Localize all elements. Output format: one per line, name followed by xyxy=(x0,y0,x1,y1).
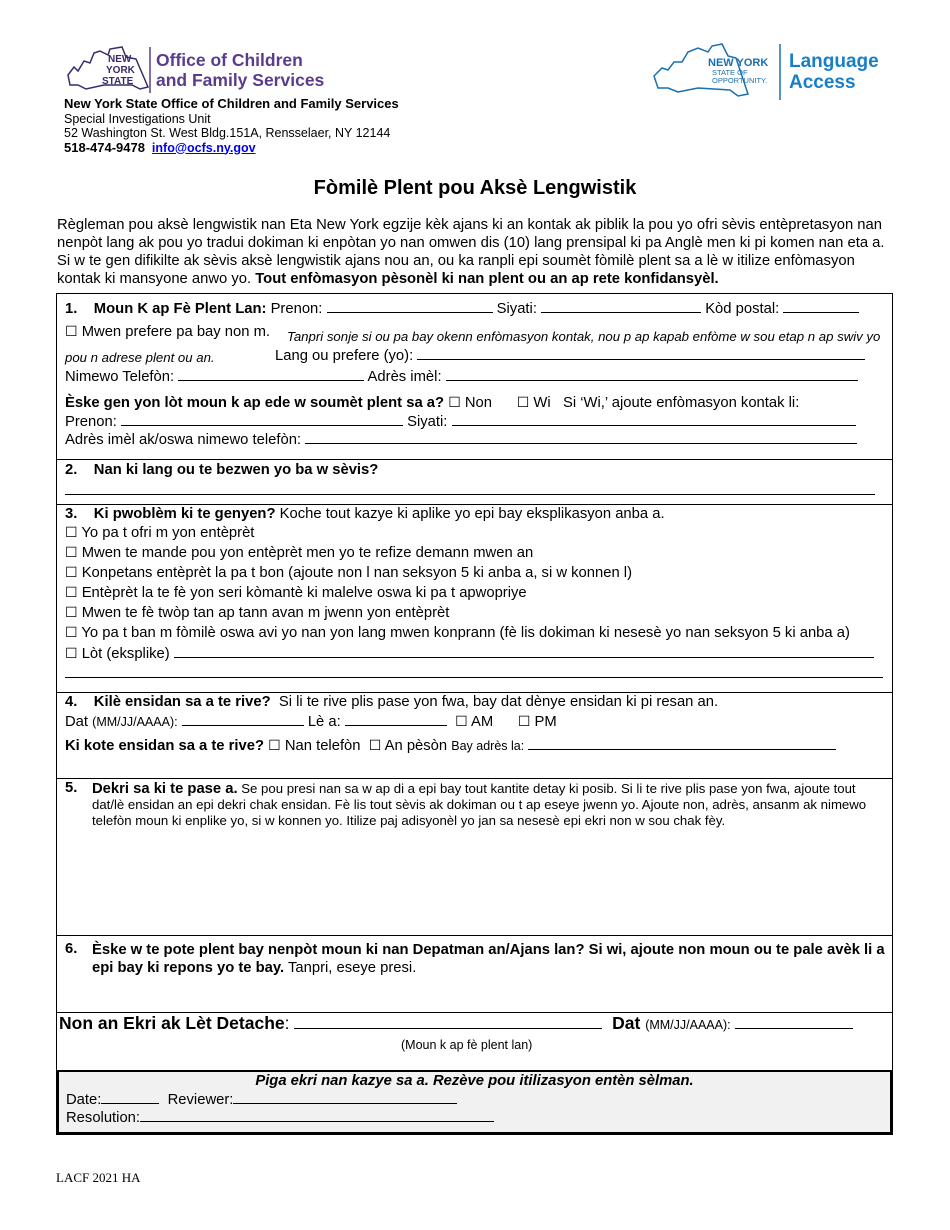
svg-text:NEW YORK: NEW YORK xyxy=(708,57,769,69)
issue-checkbox-4[interactable]: ☐ xyxy=(65,585,78,601)
first-name-field[interactable] xyxy=(327,300,493,313)
phone-label: Nimewo Telefòn: xyxy=(65,369,175,385)
language-needed-field[interactable] xyxy=(65,482,875,495)
resolution-row xyxy=(66,1109,494,1126)
helper-yes-label: Wi xyxy=(533,395,551,411)
la-line2: Access xyxy=(789,72,856,93)
svg-text:YORK: YORK xyxy=(106,65,135,76)
section-6-body xyxy=(92,941,892,977)
issue-option-2 xyxy=(65,545,533,561)
other-explain-field[interactable] xyxy=(174,645,874,658)
s6-num: 6. xyxy=(65,941,78,957)
printed-name-row: Non an Ekri ak Lèt Detache: Dat (MM/JJ/AAAA): xyxy=(59,1013,853,1034)
last-name-label: Siyati: xyxy=(496,301,537,317)
helper-contact-field[interactable] xyxy=(305,431,857,444)
email-label: Adrès imèl: xyxy=(367,369,442,385)
am-label: AM xyxy=(470,714,494,730)
issue-checkbox-2[interactable]: ☐ xyxy=(65,545,78,561)
am-checkbox[interactable]: ☐ xyxy=(455,714,468,730)
email-link[interactable]: info@ocfs.ny.gov xyxy=(151,140,256,155)
incident-date-field[interactable] xyxy=(182,713,304,726)
ocfs-logo-line2: and Family Services xyxy=(156,70,325,90)
issue-option-other xyxy=(65,645,874,662)
issue-label-1: Yo pa t ofri m yon entèprèt xyxy=(81,525,255,541)
divider-5 xyxy=(57,935,892,936)
phone-option-label: Nan telefòn xyxy=(284,738,361,754)
section-5-num xyxy=(65,780,77,796)
issue-checkbox-3[interactable]: ☐ xyxy=(65,565,78,581)
org-name: New York State Office of Children and Family Services xyxy=(64,96,399,111)
zip-field[interactable] xyxy=(783,300,859,313)
reviewer-label: Reviewer: xyxy=(167,1092,234,1108)
first-name-label: Prenon: xyxy=(270,301,323,317)
s5-title: Dekri sa ki te pase a. xyxy=(92,781,238,797)
s1-title: Moun K ap Fè Plent Lan: xyxy=(93,301,267,317)
s2-title: Nan ki lang ou te bezwen yo ba w sèvis? xyxy=(93,462,379,478)
intro-paragraph xyxy=(57,216,897,288)
helper-first-field[interactable] xyxy=(121,413,403,426)
s4-note: Si li te rive plis pase yon fwa, bay dat dènye ensidan ki pi resan an. xyxy=(278,694,719,710)
language-access-text xyxy=(789,51,879,93)
s6-note: Tanpri, eseye presi. xyxy=(288,960,417,976)
date-label: Dat xyxy=(65,714,89,730)
anonymous-checkbox[interactable]: ☐ xyxy=(65,324,78,340)
printed-name-label: Non an Ekri ak Lèt Detache xyxy=(59,1013,285,1033)
date-time-row xyxy=(65,713,557,730)
address-block xyxy=(64,97,399,155)
issue-option-3 xyxy=(65,565,632,581)
anonymous-label: Mwen prefere pa bay non m. xyxy=(81,324,271,340)
issue-label-6: Yo pa t ban m fòmilè oswa avi yo nan yon lang mwen konprann (fè lis dokiman ki nesesè yo nan seksyon 5 ki anba a) xyxy=(81,625,850,641)
helper-row xyxy=(65,395,799,411)
where-question: Ki kote ensidan sa a te rive? xyxy=(65,738,265,754)
section-5-body xyxy=(92,781,882,829)
address-label: Bay adrès la: xyxy=(451,739,525,753)
issue-checkbox-other[interactable]: ☐ xyxy=(65,646,78,662)
s4-num: 4. xyxy=(65,694,78,710)
helper-no-label: Non xyxy=(464,395,493,411)
issue-option-6 xyxy=(65,625,850,641)
resolution-field[interactable] xyxy=(140,1109,494,1122)
unit-name: Special Investigations Unit xyxy=(64,111,211,126)
divider-2 xyxy=(57,504,892,505)
issue-label-3: Konpetans entèprèt la pa t bon (ajoute non l nan seksyon 5 ki anba a, si w konnen l) xyxy=(81,565,633,581)
issue-checkbox-5[interactable]: ☐ xyxy=(65,605,78,621)
issue-label-other: Lòt (eksplike) xyxy=(81,646,170,662)
s5-text: Se pou presi nan sa w ap di a epi bay tout kantite detay ki posib. Si li te rive plis pase yon fwa, ajoute tout dat/lè ensidan an epi dekri chak ensidan. Fè lis tout sèvis ak dokiman ou t ap eseye jwenn yo. Ajoute non, adrès, ansanm ak nimewo telefòn moun ki enplike yo, si w konnen yo. Itilize paj adisyonèl yo jan sa nesesè epi ekri non w sou chak fèy. xyxy=(92,781,867,828)
phone-field[interactable] xyxy=(178,368,364,381)
helper-contact-row xyxy=(65,431,857,448)
printed-name-caption: (Moun k ap fè plent lan) xyxy=(401,1038,533,1052)
s3-note: Koche tout kazye ki aplike yo epi bay eksplikasyon anba a. xyxy=(279,506,665,522)
divider-4 xyxy=(57,778,892,779)
svg-text:NEW: NEW xyxy=(108,54,132,65)
helper-contact-label: Adrès imèl ak/oswa nimewo telefòn: xyxy=(65,432,302,448)
intro-bold: Tout enfòmasyon pèsonèl ki nan plent ou an ap rete konfidansyèl. xyxy=(255,271,719,287)
sign-date-format: (MM/JJ/AAAA): xyxy=(645,1018,731,1032)
section-1-row1 xyxy=(65,300,859,317)
issue-label-5: Mwen te fè twòp tan ap tann avan m jwenn yon entèprèt xyxy=(81,605,450,621)
helper-first-label: Prenon: xyxy=(65,414,117,430)
s3-title: Ki pwoblèm ki te genyen? xyxy=(93,506,276,522)
svg-text:STATE OF: STATE OF xyxy=(712,68,748,77)
helper-last-field[interactable] xyxy=(452,413,856,426)
s1-num: 1. xyxy=(65,301,78,317)
lang-label: Lang ou prefere (yo): xyxy=(275,348,414,364)
office-date-row xyxy=(66,1091,457,1108)
anonymous-note: Tanpri sonje si ou pa bay okenn enfòmasyon kontak, nou p ap kapab enfòme w sou etap n ap swiv yo pou n adrese plent ou an. xyxy=(65,329,881,365)
la-line1: Language xyxy=(789,51,879,72)
time-label: Lè a: xyxy=(307,714,341,730)
lang-field[interactable] xyxy=(417,347,865,360)
ocfs-logo-line1: Office of Children xyxy=(156,50,303,70)
s5-num: 5. xyxy=(65,780,78,796)
helper-last-label: Siyati: xyxy=(407,414,448,430)
date-format: (MM/JJ/AAAA): xyxy=(92,715,178,729)
section-4-row xyxy=(65,694,718,710)
zip-label: Kòd postal: xyxy=(705,301,780,317)
incident-time-field[interactable] xyxy=(345,713,447,726)
resolution-label: Resolution: xyxy=(66,1110,141,1126)
form-title: Fòmilè Plent pou Aksè Lengwistik xyxy=(313,177,637,199)
office-date-field[interactable] xyxy=(101,1091,159,1104)
in-person-label: An pèsòn xyxy=(384,738,448,754)
phone-number: 518-474-9478 xyxy=(64,139,145,155)
intro-text: Règleman pou aksè lengwistik nan Eta New York egzije kèk ajans ki an kontak ak piblik la pou yo ofri sèvis entèpretasyon nan nenpòt lang ak pou yo tradui dokiman ki enpòtan yo nan omwen dis (10) lang prensipal ki pa Anglè men ki pi komen nan eta a. Si w te gen difikilte ak sèvis aksè lengwistik ajans nou an, ou ka ranpli epi soumèt fòmilè plent sa a lè w itilize enfòmasyon kontak ki mansyone anwo yo. xyxy=(57,217,885,287)
divider-3 xyxy=(57,692,892,693)
in-person-checkbox[interactable]: ☐ xyxy=(368,738,382,754)
complaint-form xyxy=(56,293,893,1135)
email-field[interactable] xyxy=(446,368,858,381)
svg-text:OPPORTUNITY.: OPPORTUNITY. xyxy=(712,76,768,85)
s2-num: 2. xyxy=(65,462,78,478)
phone-checkbox[interactable]: ☐ xyxy=(268,738,281,754)
printed-name-field[interactable] xyxy=(294,1016,602,1029)
office-use-title: Piga ekri nan kazye sa a. Rezève pou itilizasyon entèn sèlman. xyxy=(255,1073,694,1089)
last-name-field[interactable] xyxy=(541,300,701,313)
prior-complaint-area[interactable] xyxy=(65,980,885,1010)
language-needed-row xyxy=(65,482,875,499)
issue-label-4: Entèprèt la te fè yon seri kòmantè ki malelve oswa ki pa t apwopriye xyxy=(81,585,527,601)
issue-option-4 xyxy=(65,585,527,601)
description-area[interactable] xyxy=(65,834,885,934)
issue-checkbox-6[interactable]: ☐ xyxy=(65,625,78,641)
incident-address-field[interactable] xyxy=(528,737,836,750)
office-use-box xyxy=(57,1070,892,1134)
office-date-label: Date: xyxy=(66,1092,102,1108)
phone-email-row xyxy=(65,368,858,385)
helper-yes-note: Si ‘Wi,’ ajoute enfòmasyon kontak li: xyxy=(563,395,800,411)
issue-option-5 xyxy=(65,605,449,621)
form-code: LACF 2021 HA xyxy=(56,1170,141,1185)
sign-date-label: Dat xyxy=(612,1013,641,1033)
helper-question: Èske gen yon lòt moun k ap ede w soumèt plent sa a? xyxy=(65,395,445,411)
street-address: 52 Washington St. West Bldg.151A, Rensselaer, NY 12144 xyxy=(64,126,391,140)
divider-1 xyxy=(57,459,892,460)
issue-checkbox-1[interactable]: ☐ xyxy=(65,525,78,541)
location-row xyxy=(65,737,836,754)
section-6-num xyxy=(65,941,77,957)
lang-row xyxy=(275,347,865,364)
section-2-row xyxy=(65,462,378,478)
other-explain-field-2[interactable] xyxy=(65,665,883,678)
issue-option-1 xyxy=(65,525,254,541)
sign-date-field[interactable] xyxy=(735,1016,853,1029)
reviewer-field[interactable] xyxy=(233,1091,457,1104)
helper-no-checkbox[interactable]: ☐ xyxy=(448,395,461,411)
svg-text:STATE: STATE xyxy=(102,76,134,87)
pm-checkbox[interactable]: ☐ xyxy=(517,714,531,730)
pm-label: PM xyxy=(534,714,557,730)
section-3-row xyxy=(65,506,665,522)
issue-label-2: Mwen te mande pou yon entèprèt men yo te refize demann mwen an xyxy=(81,545,534,561)
s4-title: Kilè ensidan sa a te rive? xyxy=(93,694,271,710)
helper-name-row xyxy=(65,413,856,430)
helper-yes-checkbox[interactable]: ☐ xyxy=(516,395,530,411)
s3-num: 3. xyxy=(65,506,78,522)
ocfs-logo-text xyxy=(156,50,324,90)
other-explain-row2 xyxy=(65,665,883,682)
s6-title: Èske w te pote plent bay nenpòt moun ki nan Depatman an/Ajans lan? Si wi, ajoute non moun ou te pale avèk li a epi bay ki repons yo te bay. xyxy=(92,942,885,976)
